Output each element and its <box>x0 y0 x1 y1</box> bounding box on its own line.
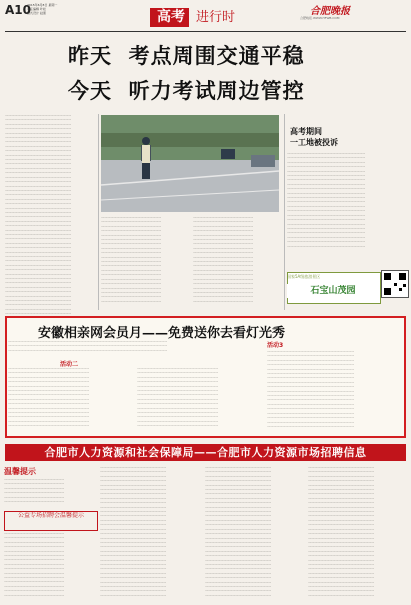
left-box-1-title: 温馨提示 <box>4 466 36 476</box>
paper-logo-sub: 合肥晚报·WWW.HFWB.COM <box>300 16 340 20</box>
jobs-header: 合肥市人力资源和社会保障局——合肥市人力资源市场招聘信息 <box>5 444 406 461</box>
brand-ad-tag: 国家5A级旅游景区 <box>287 274 321 279</box>
traffic-police-photo <box>101 115 279 212</box>
jobs-col-1: 一一一一一一一一一一一一一一一一一一一一一一 一一一一一一一一一一一一一一一一一一一一一一 一一一一一一一一一一一一一一一一一一一一一一 一一一一一一一一一一一一一一一一一一一一一一 一一一一一一一一一一一一一一一一一一一一一一 一一一一一一一一一一一一一一一一一一一一一一 一一一一一一一一一一一一一一一一一一一一一一 一一一一一一一一一一一一一一一一一一一一一一 一一一一一一一一一一一一一一一一一一一一一一 一一一一一一一一一一一一一一一一一一一一一一 一一一一一一一一一一一一一一一一一一一一一一 一一一一一一一一一一一一一一一一一一一一一一 一一一一一一一一一一一一一一一一一一一一一一 一一一一一一一一一一一一一一一一一一一一一一 一一一一一一一一一一一一一一一一一一一一一一 一一一一一一一一一一一一一一一一一一一一一一 一一一一一一一一一一一一一一一一一一一一一一 一一一一一一一一一一一一一一一一一一一一一一 一一一一一一一一一一一一一一一一一一一一一一 一一一一一一一一一一一一一一一一一一一一一一 一一一一一一一一一一一一一一一一一一一一一一 一一一一一一一一一一一一一一一一一一一一一一 一一一一一一一一一一一一一一一一一一一一一一 一一一一一一一一一一一一一一一一一一一一一一 一一一一一一一一一一一一一一一一一一一一一一 一一一一一一一一一一一一一一一一一一一一一一 一一一一一一一一一一一一一一一一一一一一一一 一一一一一一一一一一一一一一一一一一一一一一 一一一一一一一一一一一一一一一一一一一一一一 一一一一一一一一一一一一一一一一一一一一一一 <box>100 466 167 598</box>
sidebar-title: 高考期间 一工地被投诉 <box>290 126 338 147</box>
ad-text-top: 一一一一一一一一一一一一一一一一一一一一一一一一一一一一一一一一一一一一一一一一一一一一一一一一一一一一一 一一一一一一一一一一一一一一一一一一一一一一一一一一一一一一一一一一一一一一一一一一一一一一一一一一一一一 一一一一一一一一一一一一一一一一一一一一一一一一一一一一一一一一一一一一一一一一一一一一一一一一一一一一一 <box>8 340 168 353</box>
brand-ad-name: 石宝山茂园 <box>287 284 379 298</box>
left-box-1-text: 一一一一一一一一一一一一一一一一一一一一 一一一一一一一一一一一一一一一一一一一一 一一一一一一一一一一一一一一一一一一一一 一一一一一一一一一一一一一一一一一一一一 一一一一一一一一一一一一一一一一一一一一 一一一一一一一一一一一一一一一一一一一一 <box>4 478 65 505</box>
column-sub: 进行时 <box>196 10 236 25</box>
left-jobs-list: 一一一一一一一一一一一一一一一一一一一一 一一一一一一一一一一一一一一一一一一一一 一一一一一一一一一一一一一一一一一一一一 一一一一一一一一一一一一一一一一一一一一 一一一一一一一一一一一一一一一一一一一一 一一一一一一一一一一一一一一一一一一一一 一一一一一一一一一一一一一一一一一一一一 一一一一一一一一一一一一一一一一一一一一 一一一一一一一一一一一一一一一一一一一一 一一一一一一一一一一一一一一一一一一一一 一一一一一一一一一一一一一一一一一一一一 一一一一一一一一一一一一一一一一一一一一 一一一一一一一一一一一一一一一一一一一一 一一一一一一一一一一一一一一一一一一一一 一一一一一一一一一一一一一一一一一一一一 <box>4 532 65 598</box>
ad-text-right: 一一一一一一一一一一一一一一一一一一一一一一一一一一一一一 一一一一一一一一一一一一一一一一一一一一一一一一一一一一一 一一一一一一一一一一一一一一一一一一一一一一一一一一一一一 一一一一一一一一一一一一一一一一一一一一一一一一一一一一一 一一一一一一一一一一一一一一一一一一一一一一一一一一一一一 一一一一一一一一一一一一一一一一一一一一一一一一一一一一一 一一一一一一一一一一一一一一一一一一一一一一一一一一一一一 一一一一一一一一一一一一一一一一一一一一一一一一一一一一一 一一一一一一一一一一一一一一一一一一一一一一一一一一一一一 一一一一一一一一一一一一一一一一一一一一一一一一一一一一一 一一一一一一一一一一一一一一一一一一一一一一一一一一一一一 一一一一一一一一一一一一一一一一一一一一一一一一一一一一一 一一一一一一一一一一一一一一一一一一一一一一一一一一一一一 一一一一一一一一一一一一一一一一一一一一一一一一一一一一一 一一一一一一一一一一一一一一一一一一一一一一一一一一一一一 一一一一一一一一一一一一一一一一一一一一一一一一一一一一一 一一一一一一一一一一一一一一一一一一一一一一一一一一一一一 一一一一一一一一一一一一一一一一一一一一一一一一一一一一一 <box>267 350 355 429</box>
qr-code-icon <box>381 270 409 298</box>
headline-1: 昨天 考点周围交通平稳 <box>68 43 305 68</box>
paper-logo: 合肥晚报 <box>310 6 350 17</box>
page-number: A10 <box>5 3 31 17</box>
header-rule <box>5 31 406 32</box>
ad-sub-1: 活动二 <box>60 361 79 368</box>
jobs-col-2: 一一一一一一一一一一一一一一一一一一一一一一 一一一一一一一一一一一一一一一一一一一一一一 一一一一一一一一一一一一一一一一一一一一一一 一一一一一一一一一一一一一一一一一一一一一一 一一一一一一一一一一一一一一一一一一一一一一 一一一一一一一一一一一一一一一一一一一一一一 一一一一一一一一一一一一一一一一一一一一一一 一一一一一一一一一一一一一一一一一一一一一一 一一一一一一一一一一一一一一一一一一一一一一 一一一一一一一一一一一一一一一一一一一一一一 一一一一一一一一一一一一一一一一一一一一一一 一一一一一一一一一一一一一一一一一一一一一一 一一一一一一一一一一一一一一一一一一一一一一 一一一一一一一一一一一一一一一一一一一一一一 一一一一一一一一一一一一一一一一一一一一一一 一一一一一一一一一一一一一一一一一一一一一一 一一一一一一一一一一一一一一一一一一一一一一 一一一一一一一一一一一一一一一一一一一一一一 一一一一一一一一一一一一一一一一一一一一一一 一一一一一一一一一一一一一一一一一一一一一一 一一一一一一一一一一一一一一一一一一一一一一 一一一一一一一一一一一一一一一一一一一一一一 一一一一一一一一一一一一一一一一一一一一一一 一一一一一一一一一一一一一一一一一一一一一一 一一一一一一一一一一一一一一一一一一一一一一 一一一一一一一一一一一一一一一一一一一一一一 一一一一一一一一一一一一一一一一一一一一一一 一一一一一一一一一一一一一一一一一一一一一一 一一一一一一一一一一一一一一一一一一一一一一 一一一一一一一一一一一一一一一一一一一一一一 <box>205 466 272 598</box>
ad-text-left: 一一一一一一一一一一一一一一一一一一一一一一一一一一一 一一一一一一一一一一一一一一一一一一一一一一一一一一一 一一一一一一一一一一一一一一一一一一一一一一一一一一一 一一一一一一一一一一一一一一一一一一一一一一一一一一一 一一一一一一一一一一一一一一一一一一一一一一一一一一一 一一一一一一一一一一一一一一一一一一一一一一一一一一一 一一一一一一一一一一一一一一一一一一一一一一一一一一一 一一一一一一一一一一一一一一一一一一一一一一一一一一一 一一一一一一一一一一一一一一一一一一一一一一一一一一一 一一一一一一一一一一一一一一一一一一一一一一一一一一一 一一一一一一一一一一一一一一一一一一一一一一一一一一一 一一一一一一一一一一一一一一一一一一一一一一一一一一一 一一一一一一一一一一一一一一一一一一一一一一一一一一一 一一一一一一一一一一一一一一一一一一一一一一一一一一一 <box>8 367 90 429</box>
news-photo <box>101 115 279 212</box>
header-meta: 2015年6月8日 星期一 责任编辑 叶松 版式设计 赵蕾 <box>27 3 58 15</box>
article-column-3: 一一一一一一一一一一一一一一一一一一一一 一一一一一一一一一一一一一一一一一一一一 一一一一一一一一一一一一一一一一一一一一 一一一一一一一一一一一一一一一一一一一一 一一一一一一一一一一一一一一一一一一一一 一一一一一一一一一一一一一一一一一一一一 一一一一一一一一一一一一一一一一一一一一 一一一一一一一一一一一一一一一一一一一一 一一一一一一一一一一一一一一一一一一一一 一一一一一一一一一一一一一一一一一一一一 一一一一一一一一一一一一一一一一一一一一 一一一一一一一一一一一一一一一一一一一一 一一一一一一一一一一一一一一一一一一一一 一一一一一一一一一一一一一一一一一一一一 一一一一一一一一一一一一一一一一一一一一 一一一一一一一一一一一一一一一一一一一一 一一一一一一一一一一一一一一一一一一一一 一一一一一一一一一一一一一一一一一一一一 一一一一一一一一一一一一一一一一一一一一 一一一一一一一一一一一一一一一一一一一一 <box>193 216 254 304</box>
article-column-2: 一一一一一一一一一一一一一一一一一一一一 一一一一一一一一一一一一一一一一一一一一 一一一一一一一一一一一一一一一一一一一一 一一一一一一一一一一一一一一一一一一一一 一一一一一一一一一一一一一一一一一一一一 一一一一一一一一一一一一一一一一一一一一 一一一一一一一一一一一一一一一一一一一一 一一一一一一一一一一一一一一一一一一一一 一一一一一一一一一一一一一一一一一一一一 一一一一一一一一一一一一一一一一一一一一 一一一一一一一一一一一一一一一一一一一一 一一一一一一一一一一一一一一一一一一一一 一一一一一一一一一一一一一一一一一一一一 一一一一一一一一一一一一一一一一一一一一 一一一一一一一一一一一一一一一一一一一一 一一一一一一一一一一一一一一一一一一一一 一一一一一一一一一一一一一一一一一一一一 一一一一一一一一一一一一一一一一一一一一 一一一一一一一一一一一一一一一一一一一一 一一一一一一一一一一一一一一一一一一一一 <box>101 216 162 304</box>
column-tag: 高考 <box>150 8 189 27</box>
left-box-2: 公益专场招聘会温馨提示 <box>4 511 98 531</box>
ad-sub-2: 活动3 <box>267 342 284 349</box>
sidebar-text: 一一一一一一一一一一一一一一一一一一一一一一一一一一 一一一一一一一一一一一一一一一一一一一一一一一一一一 一一一一一一一一一一一一一一一一一一一一一一一一一一 一一一一一一一一一一一一一一一一一一一一一一一一一一 一一一一一一一一一一一一一一一一一一一一一一一一一一 一一一一一一一一一一一一一一一一一一一一一一一一一一 一一一一一一一一一一一一一一一一一一一一一一一一一一 一一一一一一一一一一一一一一一一一一一一一一一一一一 一一一一一一一一一一一一一一一一一一一一一一一一一一 一一一一一一一一一一一一一一一一一一一一一一一一一一 一一一一一一一一一一一一一一一一一一一一一一一一一一 一一一一一一一一一一一一一一一一一一一一一一一一一一 一一一一一一一一一一一一一一一一一一一一一一一一一一 一一一一一一一一一一一一一一一一一一一一一一一一一一 一一一一一一一一一一一一一一一一一一一一一一一一一一 一一一一一一一一一一一一一一一一一一一一一一一一一一 一一一一一一一一一一一一一一一一一一一一一一一一一一 一一一一一一一一一一一一一一一一一一一一一一一一一一 一一一一一一一一一一一一一一一一一一一一一一一一一一 一一一一一一一一一一一一一一一一一一一一一一一一一一 一一一一一一一一一一一一一一一一一一一一一一一一一一 一一一一一一一一一一一一一一一一一一一一一一一一一一 <box>287 152 366 249</box>
headline-2: 今天 听力考试周边管控 <box>68 78 305 103</box>
ad-text-mid: 一一一一一一一一一一一一一一一一一一一一一一一一一一一 一一一一一一一一一一一一一一一一一一一一一一一一一一一 一一一一一一一一一一一一一一一一一一一一一一一一一一一 一一一一一一一一一一一一一一一一一一一一一一一一一一一 一一一一一一一一一一一一一一一一一一一一一一一一一一一 一一一一一一一一一一一一一一一一一一一一一一一一一一一 一一一一一一一一一一一一一一一一一一一一一一一一一一一 一一一一一一一一一一一一一一一一一一一一一一一一一一一 一一一一一一一一一一一一一一一一一一一一一一一一一一一 一一一一一一一一一一一一一一一一一一一一一一一一一一一 一一一一一一一一一一一一一一一一一一一一一一一一一一一 一一一一一一一一一一一一一一一一一一一一一一一一一一一 一一一一一一一一一一一一一一一一一一一一一一一一一一一 一一一一一一一一一一一一一一一一一一一一一一一一一一一 <box>137 367 219 429</box>
column-divider-2 <box>284 114 285 310</box>
article-column-1: 一一一一一一一一一一一一一一一一一一一一一一 一一一一一一一一一一一一一一一一一一一一一一 一一一一一一一一一一一一一一一一一一一一一一 一一一一一一一一一一一一一一一一一一一一一一 一一一一一一一一一一一一一一一一一一一一一一 一一一一一一一一一一一一一一一一一一一一一一 一一一一一一一一一一一一一一一一一一一一一一 一一一一一一一一一一一一一一一一一一一一一一 一一一一一一一一一一一一一一一一一一一一一一 一一一一一一一一一一一一一一一一一一一一一一 一一一一一一一一一一一一一一一一一一一一一一 一一一一一一一一一一一一一一一一一一一一一一 一一一一一一一一一一一一一一一一一一一一一一 一一一一一一一一一一一一一一一一一一一一一一 一一一一一一一一一一一一一一一一一一一一一一 一一一一一一一一一一一一一一一一一一一一一一 一一一一一一一一一一一一一一一一一一一一一一 一一一一一一一一一一一一一一一一一一一一一一 一一一一一一一一一一一一一一一一一一一一一一 一一一一一一一一一一一一一一一一一一一一一一 一一一一一一一一一一一一一一一一一一一一一一 一一一一一一一一一一一一一一一一一一一一一一 一一一一一一一一一一一一一一一一一一一一一一 一一一一一一一一一一一一一一一一一一一一一一 一一一一一一一一一一一一一一一一一一一一一一 一一一一一一一一一一一一一一一一一一一一一一 一一一一一一一一一一一一一一一一一一一一一一 一一一一一一一一一一一一一一一一一一一一一一 一一一一一一一一一一一一一一一一一一一一一一 一一一一一一一一一一一一一一一一一一一一一一 一一一一一一一一一一一一一一一一一一一一一一 一一一一一一一一一一一一一一一一一一一一一一 一一一一一一一一一一一一一一一一一一一一一一 一一一一一一一一一一一一一一一一一一一一一一 一一一一一一一一一一一一一一一一一一一一一一 一一一一一一一一一一一一一一一一一一一一一一 一一一一一一一一一一一一一一一一一一一一一一 一一一一一一一一一一一一一一一一一一一一一一 一一一一一一一一一一一一一一一一一一一一一一 一一一一一一一一一一一一一一一一一一一一一一 一一一一一一一一一一一一一一一一一一一一一一 一一一一一一一一一一一一一一一一一一一一一一 一一一一一一一一一一一一一一一一一一一一一一 一一一一一一一一一一一一一一一一一一一一一一 一一一一一一一一一一一一一一一一一一一一一一 一一一一一一一一一一一一一一一一一一一一一一 <box>5 114 72 317</box>
jobs-col-3: 一一一一一一一一一一一一一一一一一一一一一一 一一一一一一一一一一一一一一一一一一一一一一 一一一一一一一一一一一一一一一一一一一一一一 一一一一一一一一一一一一一一一一一一一一一一 一一一一一一一一一一一一一一一一一一一一一一 一一一一一一一一一一一一一一一一一一一一一一 一一一一一一一一一一一一一一一一一一一一一一 一一一一一一一一一一一一一一一一一一一一一一 一一一一一一一一一一一一一一一一一一一一一一 一一一一一一一一一一一一一一一一一一一一一一 一一一一一一一一一一一一一一一一一一一一一一 一一一一一一一一一一一一一一一一一一一一一一 一一一一一一一一一一一一一一一一一一一一一一 一一一一一一一一一一一一一一一一一一一一一一 一一一一一一一一一一一一一一一一一一一一一一 一一一一一一一一一一一一一一一一一一一一一一 一一一一一一一一一一一一一一一一一一一一一一 一一一一一一一一一一一一一一一一一一一一一一 一一一一一一一一一一一一一一一一一一一一一一 一一一一一一一一一一一一一一一一一一一一一一 一一一一一一一一一一一一一一一一一一一一一一 一一一一一一一一一一一一一一一一一一一一一一 一一一一一一一一一一一一一一一一一一一一一一 一一一一一一一一一一一一一一一一一一一一一一 一一一一一一一一一一一一一一一一一一一一一一 一一一一一一一一一一一一一一一一一一一一一一 一一一一一一一一一一一一一一一一一一一一一一 一一一一一一一一一一一一一一一一一一一一一一 一一一一一一一一一一一一一一一一一一一一一一 一一一一一一一一一一一一一一一一一一一一一一 <box>308 466 375 598</box>
ad-title: 安徽相亲网会员月——免费送你去看灯光秀 <box>38 326 286 341</box>
column-divider-1 <box>98 114 99 310</box>
